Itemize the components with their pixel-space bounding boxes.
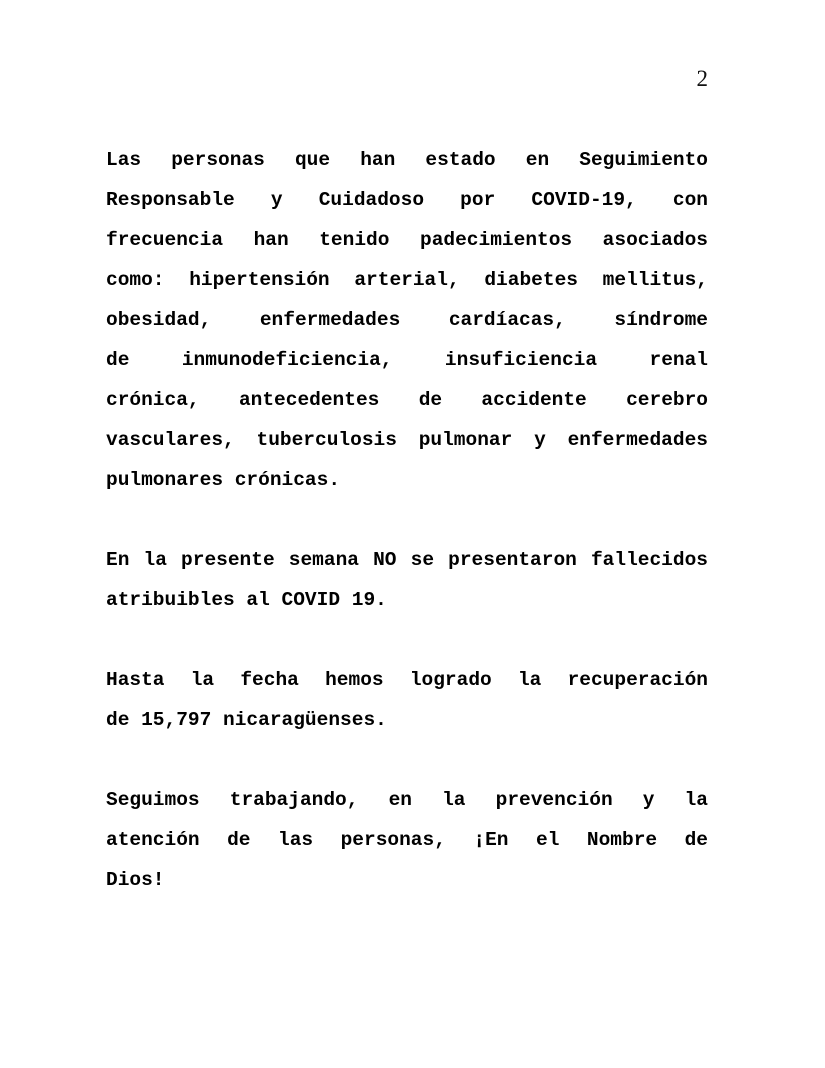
document-body (106, 140, 708, 900)
text-line: vasculares, tuberculosis pulmonar y enfermedades (106, 429, 708, 451)
text-line: atribuibles al COVID 19. (106, 589, 387, 611)
text-line: En la presente semana NO se presentaron fallecidos (106, 549, 708, 571)
text-line: atención de las personas, ¡En el Nombre de (106, 829, 708, 851)
text-line: pulmonares crónicas. (106, 469, 341, 491)
page-number: 2 (696, 66, 708, 91)
text-line: crónica, antecedentes de accidente cerebro (106, 389, 708, 411)
text-line: Seguimos trabajando, en la prevención y la (106, 789, 708, 811)
text-line: Hasta la fecha hemos logrado la recuperación (106, 669, 708, 691)
text-line: obesidad, enfermedades cardíacas, síndrome (106, 309, 708, 331)
text-line: Responsable y Cuidadoso por COVID-19, con (106, 189, 708, 211)
text-line: Dios! (106, 869, 165, 891)
text-line: Las personas que han estado en Seguimiento (106, 149, 708, 171)
text-line: de 15,797 nicaragüenses. (106, 709, 387, 731)
text-line: frecuencia han tenido padecimientos asociados (106, 229, 708, 251)
paragraph-no-deaths (106, 540, 708, 620)
paragraph-recovered-count (106, 660, 708, 740)
text-line: de inmunodeficiencia, insuficiencia renal (106, 349, 708, 371)
paragraph-closing (106, 780, 708, 900)
text-line: como: hipertensión arterial, diabetes mellitus, (106, 269, 708, 291)
paragraph-followup-conditions (106, 140, 708, 500)
